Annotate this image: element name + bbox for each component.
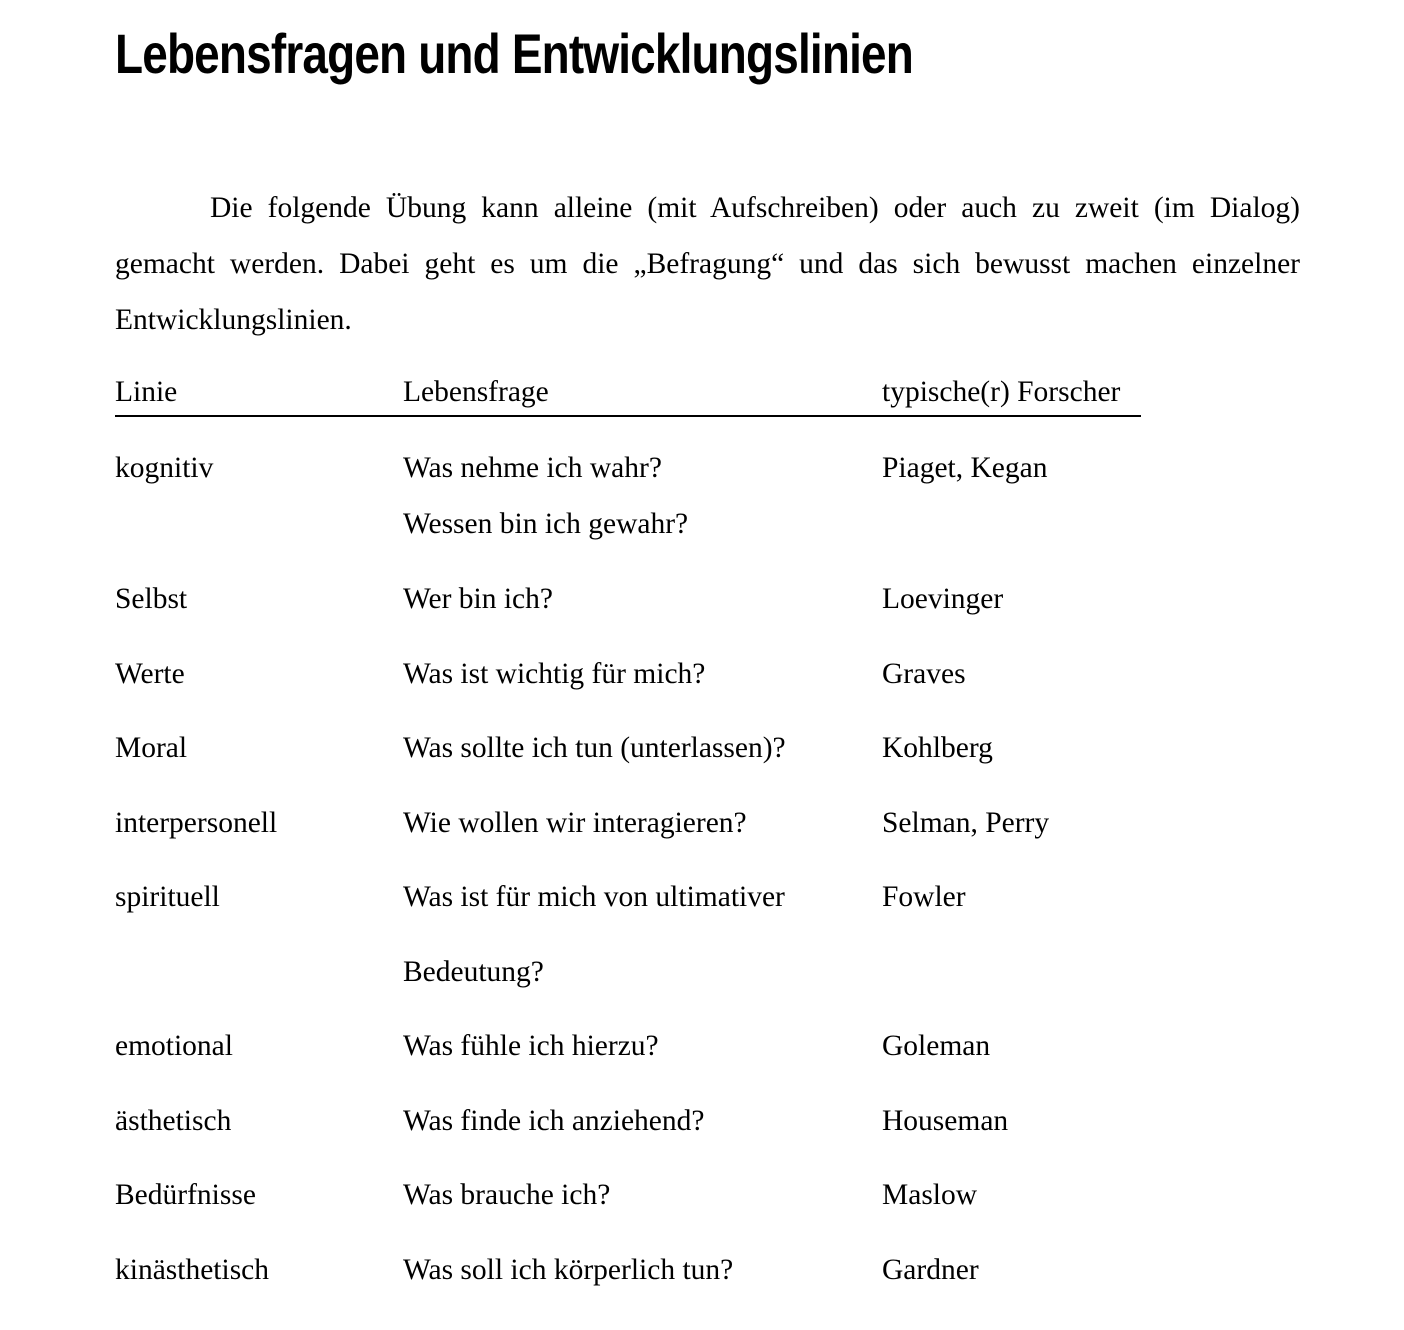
- table-row: [115, 877, 1215, 917]
- table-row: [115, 952, 1215, 992]
- header-forscher: typische(r) Forscher: [882, 376, 1121, 408]
- row-researcher: Piaget, Kegan: [882, 452, 1048, 484]
- table-row: [115, 803, 1215, 843]
- row-question: Wer bin ich?: [403, 583, 553, 615]
- lines-table: [115, 367, 1141, 1286]
- row-researcher: Fowler: [882, 881, 966, 913]
- table-row: [115, 448, 1215, 488]
- table-header: [115, 367, 1141, 417]
- row-researcher: Gardner: [882, 1254, 979, 1286]
- row-question: Bedeutung?: [403, 956, 544, 988]
- table-row: [115, 654, 1215, 694]
- row-researcher: Kohlberg: [882, 732, 993, 764]
- row-question: Was soll ich körperlich tun?: [403, 1254, 734, 1286]
- row-researcher: Graves: [882, 658, 966, 690]
- intro-paragraph: Die folgende Übung kann alleine (mit Aufschreiben) oder auch zu zweit (im Dialog) gemacht werden. Dabei geht es um die „Befragung“ und das sich bewusst machen einzelner Entwicklungslinien.: [115, 192, 1300, 336]
- table-row: [115, 728, 1215, 768]
- row-question: Was brauche ich?: [403, 1179, 611, 1211]
- row-line: Bedürfnisse: [115, 1179, 256, 1211]
- row-line: Selbst: [115, 583, 188, 615]
- table-row: [115, 1026, 1215, 1066]
- row-researcher: Selman, Perry: [882, 807, 1050, 839]
- header-lebensfrage: Lebensfrage: [403, 376, 549, 408]
- table-row: [115, 504, 1215, 544]
- row-question: Was ist wichtig für mich?: [403, 658, 706, 690]
- row-researcher: Loevinger: [882, 583, 1004, 615]
- row-line: Moral: [115, 732, 188, 764]
- row-line: ästhetisch: [115, 1105, 232, 1137]
- row-line: emotional: [115, 1030, 233, 1062]
- page-title: Lebensfragen und Entwicklungslinien: [115, 22, 913, 85]
- row-line: kognitiv: [115, 452, 214, 484]
- row-researcher: Houseman: [882, 1105, 1009, 1137]
- row-researcher: Goleman: [882, 1030, 991, 1062]
- row-question: Was sollte ich tun (unterlassen)?: [403, 732, 786, 764]
- header-linie: Linie: [115, 376, 178, 408]
- row-question: Was ist für mich von ultimativer: [403, 881, 785, 913]
- row-question: Wessen bin ich gewahr?: [403, 508, 689, 540]
- table-row: [115, 579, 1215, 619]
- row-line: spirituell: [115, 881, 220, 913]
- table-row: [115, 1250, 1215, 1290]
- row-line: interpersonell: [115, 807, 278, 839]
- table-row: [115, 1101, 1215, 1141]
- row-line: Werte: [115, 658, 185, 690]
- table-row: [115, 1175, 1215, 1215]
- row-question: Was nehme ich wahr?: [403, 452, 662, 484]
- row-line: kinästhetisch: [115, 1254, 270, 1286]
- row-researcher: Maslow: [882, 1179, 978, 1211]
- row-question: Was fühle ich hierzu?: [403, 1030, 659, 1062]
- row-question: Was finde ich anziehend?: [403, 1105, 705, 1137]
- row-question: Wie wollen wir interagieren?: [403, 807, 747, 839]
